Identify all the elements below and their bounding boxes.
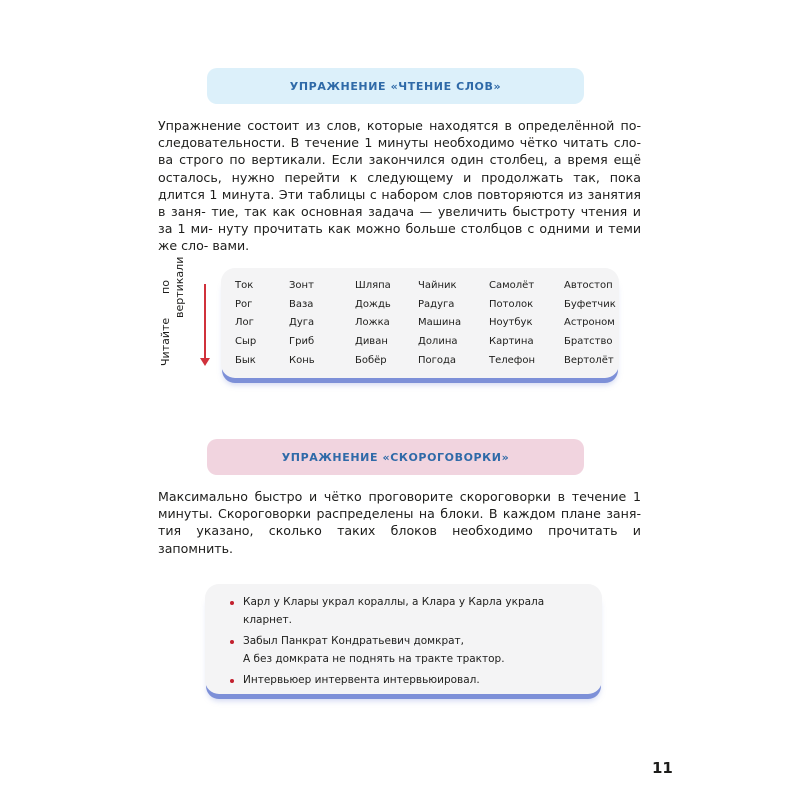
word-cell: Вертолёт <box>564 354 614 366</box>
arrow-down-icon <box>204 284 206 360</box>
word-cell: Лог <box>235 317 254 329</box>
paragraph-line: осталось, нужно перейти к следующему и продолжать так, пока длится <box>158 169 641 202</box>
paragraph-line: ва строго по вертикали. Если закончился один столбец, а время ещё <box>158 152 641 168</box>
tongue-twister-line: Забыл Панкрат Кондратьевич домкрат, <box>243 635 464 647</box>
word-cell: Астроном <box>564 317 615 329</box>
tongue-twister-list <box>243 594 583 694</box>
word-column <box>355 277 418 371</box>
tongue-twister-line: А без домкрата не поднять на тракте трактор. <box>243 652 505 665</box>
paragraph-line: тие, так как основная задача — увеличить быстроту чтения и за 1 ми- <box>158 204 641 237</box>
word-cell: Картина <box>489 336 534 348</box>
word-cell: Рог <box>235 298 253 310</box>
word-cell: Шляпа <box>355 280 391 291</box>
word-cell: Погода <box>418 354 457 366</box>
word-cell: Бык <box>235 354 256 366</box>
tongue-twister-line: Карл у Клары украл кораллы, а Клара у Карла украла <box>243 596 545 608</box>
word-cell: Буфетчик <box>564 298 616 310</box>
word-cell: Бобёр <box>355 354 387 366</box>
paragraph-line: Максимально быстро и чётко проговорите скороговорки в течение <box>158 489 627 504</box>
word-cell: Братство <box>564 336 613 348</box>
tongue-twister-item <box>243 672 583 690</box>
word-cell: Радуга <box>418 298 455 310</box>
section-title-tongue-twisters <box>207 439 584 475</box>
word-table <box>235 277 624 371</box>
word-cell: Дуга <box>289 317 315 329</box>
word-cell: Долина <box>418 336 458 348</box>
word-column <box>489 277 564 371</box>
page-number: 11 <box>652 759 673 777</box>
vertical-label-line: по вертикали <box>159 256 186 318</box>
reading-words-description <box>158 117 641 255</box>
paragraph-line: тия указано, сколько таких блоков необходимо прочитать и запомнить. <box>158 523 641 556</box>
word-cell: Ток <box>235 280 254 291</box>
tongue-twister-card <box>205 584 602 694</box>
word-cell: Автостоп <box>564 280 613 291</box>
read-vertically-label <box>157 256 197 366</box>
word-cell: Гриб <box>289 336 315 348</box>
word-cell: Сыр <box>235 336 257 348</box>
word-cell: Самолёт <box>489 280 535 291</box>
word-cell: Потолок <box>489 298 534 310</box>
vertical-label-line: Читайте <box>159 317 172 366</box>
word-column <box>289 277 355 371</box>
word-cell: Конь <box>289 354 315 366</box>
paragraph-line: 1 минуты. Скороговорки распределены на блоки. В каждом плане заня- <box>158 489 641 522</box>
paragraph-line: Упражнение состоит из слов, которые находятся в определённой по- <box>158 118 641 133</box>
word-cell: Телефон <box>489 354 536 366</box>
word-column <box>564 277 624 371</box>
word-cell: Ноутбук <box>489 317 533 329</box>
word-column <box>235 277 289 371</box>
tongue-twister-item <box>243 594 583 629</box>
paragraph-line: следовательности. В течение 1 минуты необходимо чётко читать сло- <box>158 135 641 151</box>
paragraph-line: вами. <box>212 238 250 254</box>
word-cell: Дождь <box>355 298 391 310</box>
word-cell: Зонт <box>289 280 314 291</box>
paragraph-line: нуту прочитать как можно больше столбцов с одними и теми же сло- <box>158 221 641 254</box>
word-table-card <box>221 268 619 378</box>
word-cell: Машина <box>418 317 462 329</box>
section-title-text: УПРАЖНЕНИЕ «ЧТЕНИЕ СЛОВ» <box>289 79 502 93</box>
word-cell: Диван <box>355 336 388 348</box>
section-title-reading-words <box>207 68 584 104</box>
word-cell: Чайник <box>418 280 457 291</box>
word-column <box>418 277 489 371</box>
section-title-text: УПРАЖНЕНИЕ «СКОРОГОВОРКИ» <box>281 450 510 464</box>
paragraph-line: 1 минута. Эти таблицы с набором слов повторяются из занятия в заня- <box>158 186 641 220</box>
tongue-twister-line: Интервьюер интервента интервьюировал. <box>243 674 480 686</box>
tongue-twister-item <box>243 633 583 668</box>
tongue-twister-line: кларнет. <box>243 613 292 626</box>
word-cell: Ложка <box>355 317 390 329</box>
word-cell: Ваза <box>289 298 314 310</box>
tongue-twisters-description <box>158 488 641 557</box>
